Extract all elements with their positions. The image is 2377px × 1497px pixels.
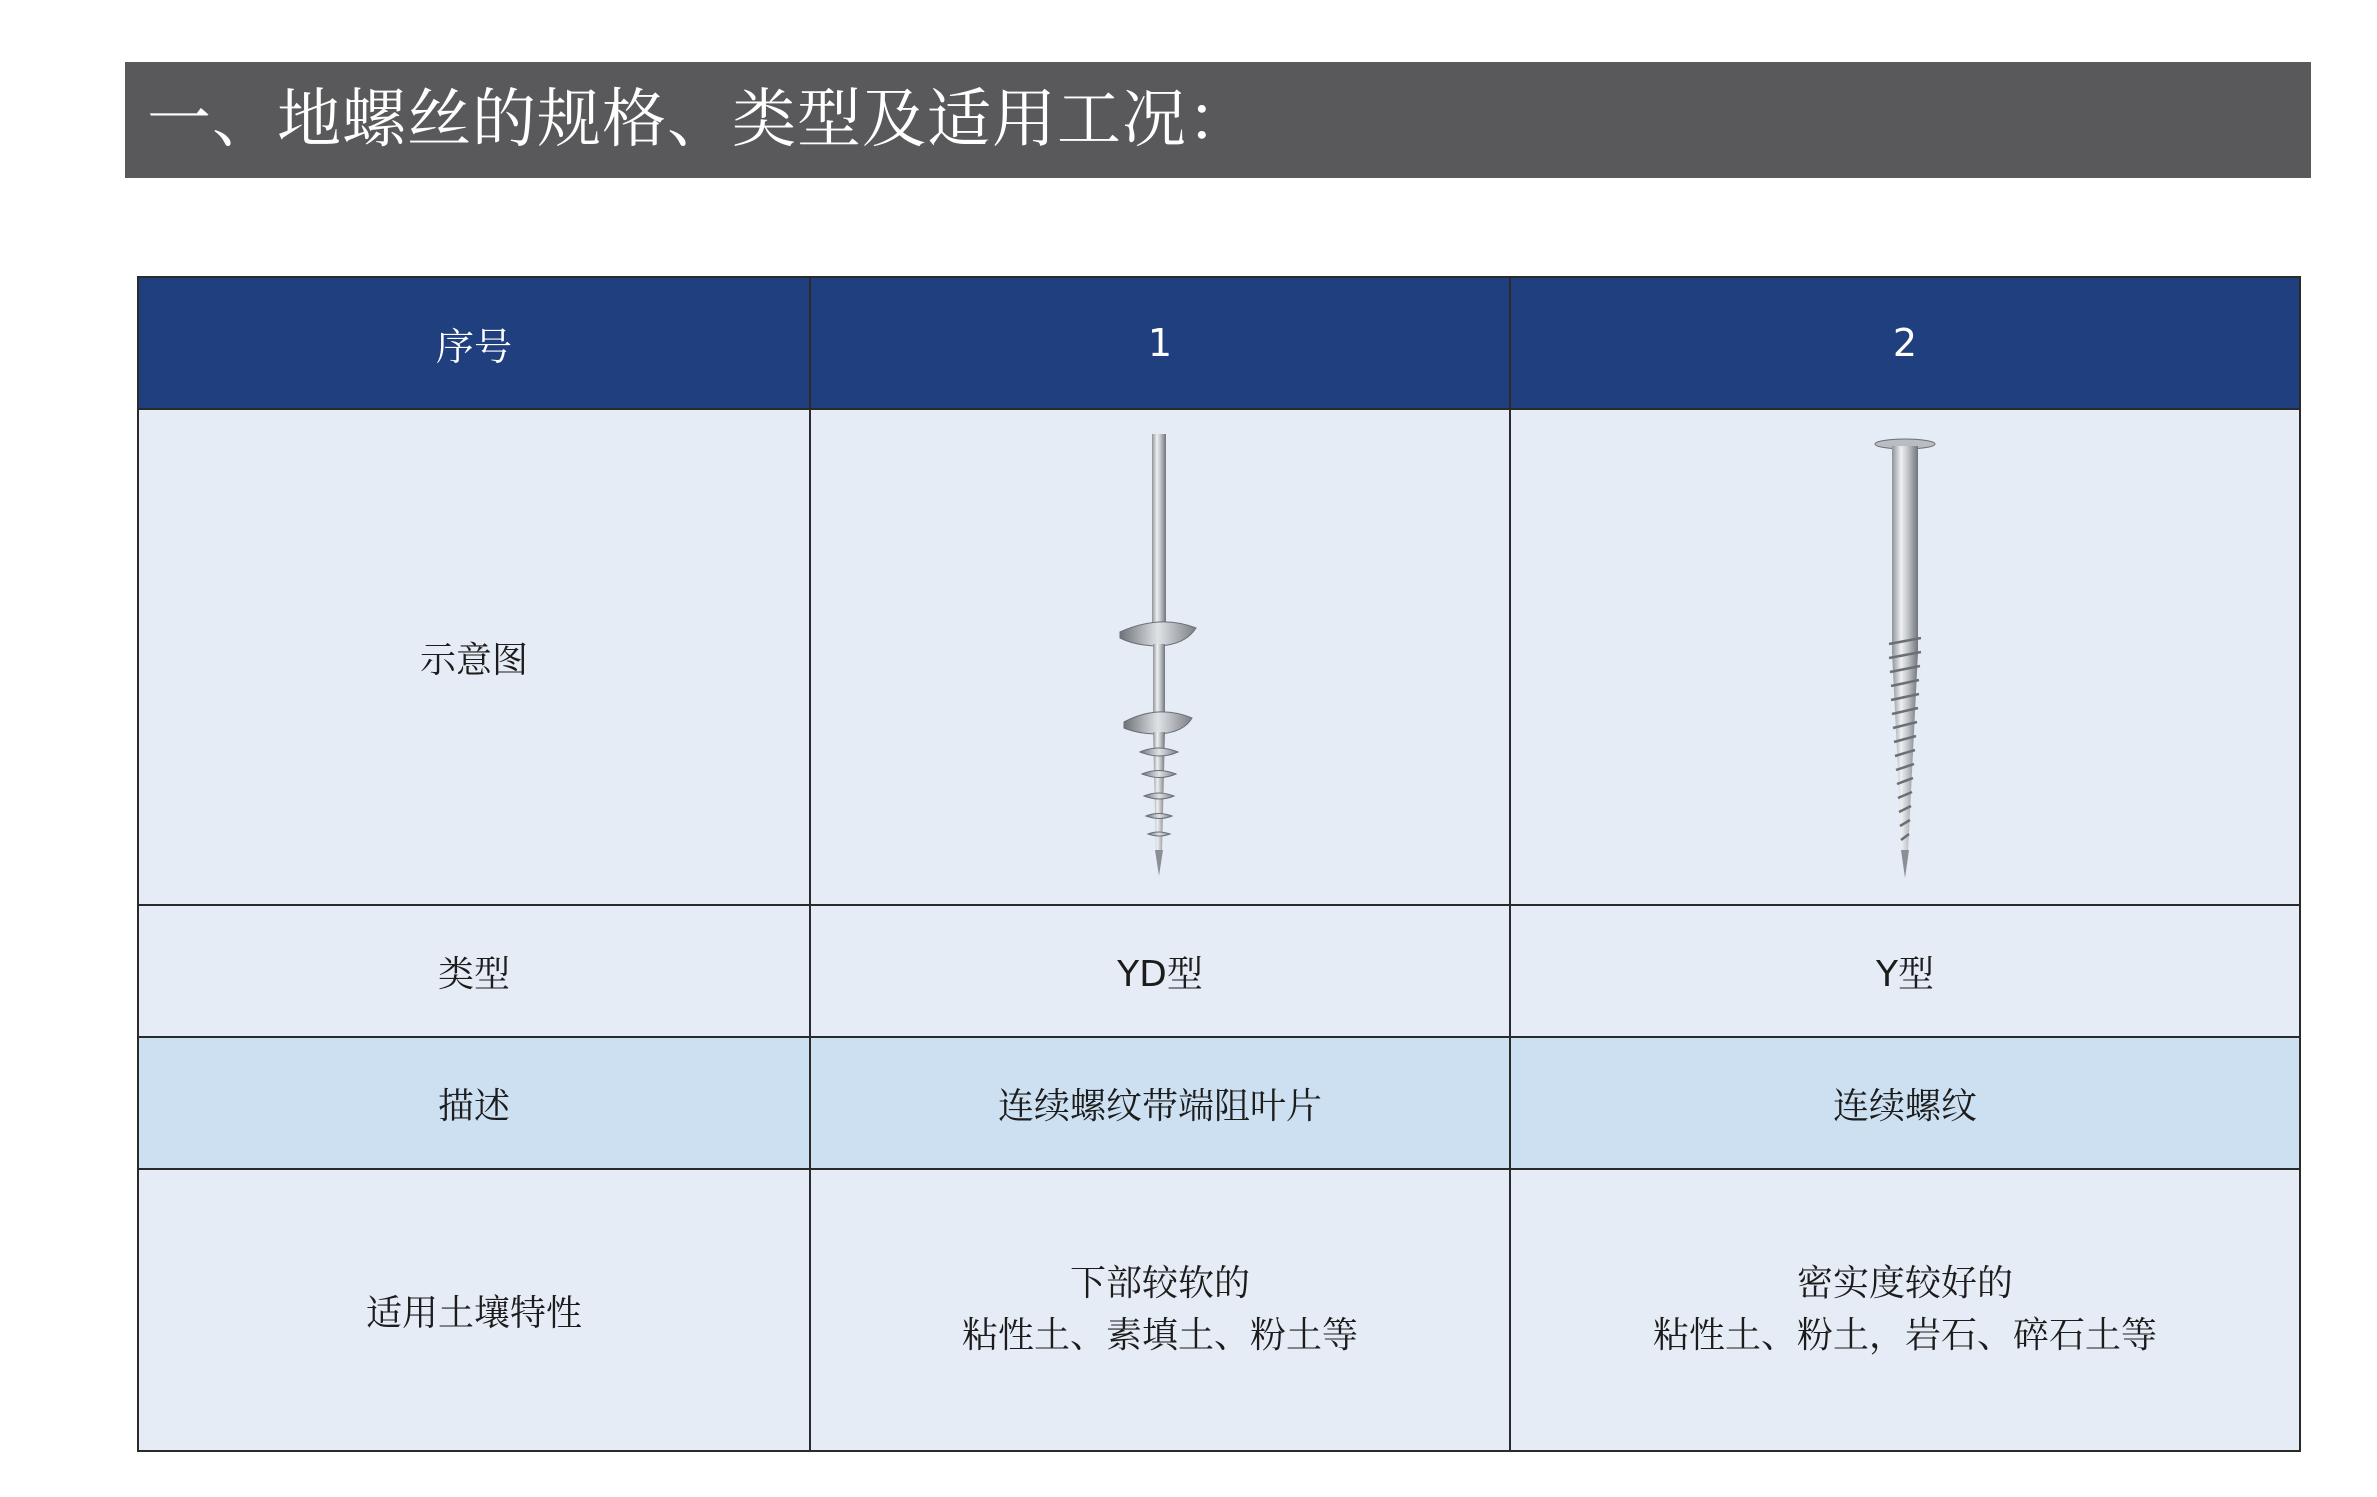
- soil-col-1: [810, 1169, 1510, 1451]
- type-col-1: YD型: [810, 905, 1510, 1037]
- header-row: [138, 277, 2300, 409]
- desc-row: [138, 1037, 2300, 1169]
- image-cell-2: [1510, 409, 2300, 905]
- soil-col-2-line-2: 粘性土、粉土，岩石、碎石土等: [1652, 1315, 2157, 1356]
- desc-col-2: 连续螺纹: [1510, 1037, 2300, 1169]
- helical-pile-yd-icon: [1100, 432, 1220, 882]
- header-col-1: 1: [810, 277, 1510, 409]
- soil-col-2: [1510, 1169, 2300, 1451]
- image-row: [138, 409, 2300, 905]
- soil-row: [138, 1169, 2300, 1451]
- type-row-label: 类型: [138, 905, 810, 1037]
- desc-row-label: 描述: [138, 1037, 810, 1169]
- image-row-label: 示意图: [138, 409, 810, 905]
- page-title: 一、地螺丝的规格、类型及适用工况：: [147, 83, 1252, 157]
- header-col-2: 2: [1510, 277, 2300, 409]
- soil-col-1-line-2: 粘性土、素填土、粉土等: [961, 1315, 1358, 1356]
- spec-table: [137, 276, 2301, 1452]
- soil-col-2-line-1: 密实度较好的: [1796, 1263, 2013, 1304]
- image-cell-1: [810, 409, 1510, 905]
- desc-col-1: 连续螺纹带端阻叶片: [810, 1037, 1510, 1169]
- type-row: [138, 905, 2300, 1037]
- soil-col-1-line-1: 下部较软的: [1069, 1263, 1250, 1304]
- header-label: 序号: [138, 277, 810, 409]
- title-bar: [125, 62, 2311, 178]
- helical-pile-y-icon: [1845, 432, 1965, 882]
- soil-row-label: 适用土壤特性: [138, 1169, 810, 1451]
- type-col-2: Y型: [1510, 905, 2300, 1037]
